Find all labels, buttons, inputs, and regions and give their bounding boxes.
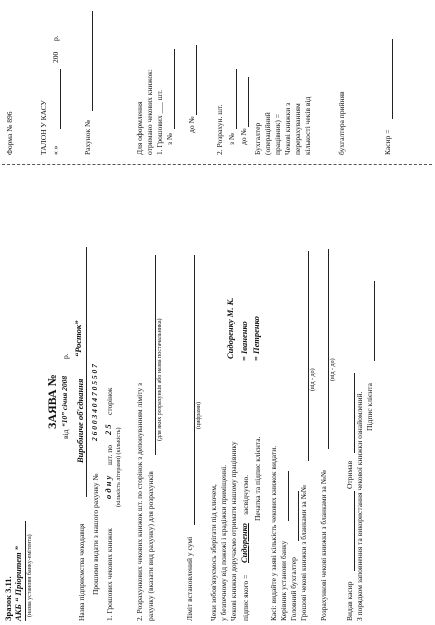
purpose-line1: Для оформлення xyxy=(135,101,144,155)
sign-name: Сидоренко xyxy=(239,523,249,563)
cash-books-range: Грошові чекові книжки з бланками за №№ xyxy=(299,485,308,621)
settle-books-underline xyxy=(328,249,329,449)
limit-label: Ліміт встановлений у сумі xyxy=(185,536,194,621)
talon-accountant-3: працівник) = xyxy=(273,113,282,155)
org-label: Назва підприємства чекодавця xyxy=(77,523,86,621)
head-of-bank: Керівник установи банку xyxy=(279,540,288,621)
talon-from2: з № xyxy=(227,133,236,145)
talon-from: з № xyxy=(165,133,174,145)
talon-from-underline xyxy=(174,49,175,129)
item1-suffix: сторінок xyxy=(105,387,114,415)
item2-line2: рахунку (вказати вид рахунку) для розрахунків xyxy=(146,471,155,621)
cash-books-underline xyxy=(308,251,309,461)
recipient-name: Сидоренку М. К. xyxy=(225,297,235,359)
issued-by-cashier: Видав касир xyxy=(345,581,354,621)
talon-accountant-7: бухгалтера прийняв xyxy=(337,91,346,155)
signer-2: = Петренко xyxy=(251,316,261,361)
item1-pages: 2 5 xyxy=(103,424,113,435)
date-suffix: р. xyxy=(61,353,70,359)
signer-1: = Іваненко xyxy=(239,321,249,361)
request-text: Прошимо видати з нашого рахунку № xyxy=(91,473,100,595)
item1-mid: шт. по xyxy=(105,444,114,465)
tear-off-line xyxy=(2,164,432,165)
talon-to-underline xyxy=(196,45,197,115)
limit-note: (цифрами) xyxy=(196,402,202,429)
talon-accountant-2: (операційний xyxy=(263,112,272,155)
bank-note: (назва установи банку-емітента) xyxy=(27,534,33,617)
date-value: “10” січня 2008 xyxy=(60,375,69,427)
range-note-1: (від - до) xyxy=(310,368,316,391)
limit-underline xyxy=(194,255,195,525)
chief-accountant: Головний бухгалтер xyxy=(289,557,298,621)
talon-cashier-underline xyxy=(392,39,393,119)
range-note-2: (від - до) xyxy=(330,358,336,381)
obligation-line1: Чеки зобов'язуємось зберігати під ключем, xyxy=(209,484,218,621)
talon-cashier: Касир = xyxy=(383,129,392,155)
settle-books-range: Розрахункові чекові книжки з бланками за №№ xyxy=(319,469,328,621)
item2-line1: 2. Розрахункових чекових книжок шт. по сторінок з депонуванням ліміту з xyxy=(135,383,144,621)
sign-suffix: засвідчуємо. xyxy=(241,474,250,515)
talon-date-underline xyxy=(60,69,61,129)
talon-accountant-1: Бухгалтер xyxy=(253,122,262,155)
talon-title: ТАЛОН У КАСУ xyxy=(39,100,48,155)
obligation-line2: у безпечному від пожежі і крадіжки приміщенні. xyxy=(219,464,228,621)
talon-date: « » xyxy=(51,145,60,155)
item2-note: (для яких розрахунків або назва постачальника) xyxy=(157,318,163,441)
bank-underline xyxy=(25,521,26,621)
org-name: “Росток” xyxy=(73,320,83,357)
cashier-instruction: Касі: видайте у заявi кількість чекових книжок видати. xyxy=(269,445,278,621)
talon-accountant-4: Чекові книжки з xyxy=(283,102,292,155)
talon-to2: до № xyxy=(239,128,248,145)
item1-count: о д н у xyxy=(103,475,113,499)
talon-account: Рахунок № xyxy=(83,119,92,155)
talon-year-suffix: р. xyxy=(51,35,60,41)
talon-account-underline xyxy=(92,11,93,111)
purpose-line2: отримано чекових книжок: xyxy=(145,69,154,155)
bank-name: АКБ “ Пріоритет ” xyxy=(13,546,23,621)
talon-from2-underline xyxy=(236,69,237,129)
item2-underline xyxy=(155,255,156,455)
talon-to2-underline xyxy=(248,77,249,127)
form-number: Форма № 896 xyxy=(5,111,14,155)
account-number: 2 6 0 0 3 4 0 4 7 0 5 5 0 7 xyxy=(90,364,99,441)
talon-settle-books: 2. Розрахун. шт. xyxy=(215,104,224,155)
talon-cash-books: 1. Грошових ___ шт. xyxy=(155,89,164,155)
obligation-line3: Чекові книжки доручаємо отримати нашому працівнику xyxy=(229,441,238,621)
talon-accountant-5: перерахуванням xyxy=(293,103,302,155)
form-title: ЗАЯВА № xyxy=(45,374,59,429)
head-underline xyxy=(288,471,289,521)
sign-prefix: підпис якого = xyxy=(241,574,250,621)
received-by: Отримав xyxy=(345,460,354,489)
item1-prefix: 1. Грошових чекових книжок xyxy=(105,528,114,621)
stamp-line: Печатка та підпис клієнта. xyxy=(253,436,262,521)
item1-note: (кількість літерами) (кількість) xyxy=(116,427,122,507)
org-value: Виробниче об'єднання xyxy=(75,378,85,463)
date-prefix: від xyxy=(61,429,70,439)
client-signature: Підпис клієнта xyxy=(365,383,374,431)
talon-accountant-6: кількості чеків від xyxy=(303,96,312,155)
talon-to: до № xyxy=(187,116,196,133)
procedure-statement: З порядком заповнення та використання чекової книжки ознайомлений. xyxy=(355,391,364,621)
client-signature-underline xyxy=(374,281,375,361)
org-underline xyxy=(86,247,87,497)
talon-year: 200 xyxy=(51,51,60,63)
figure-label: Зразок 3.11. xyxy=(3,576,13,621)
